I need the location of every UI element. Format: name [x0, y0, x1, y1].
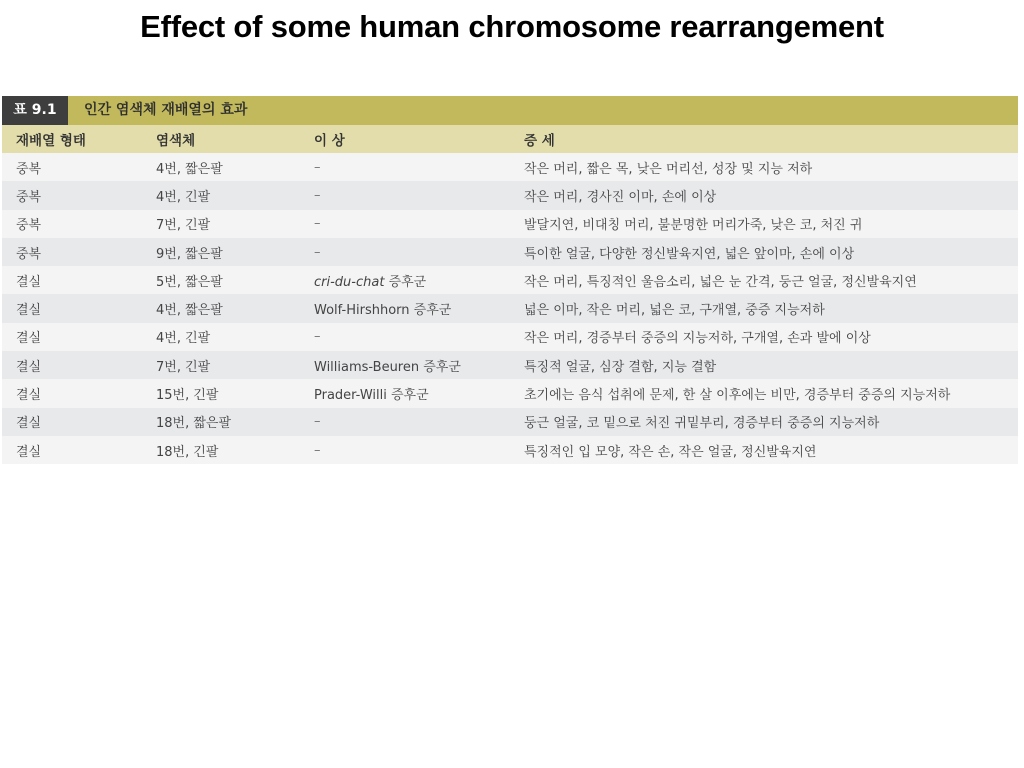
cell-rearrangement-type: 결실 — [16, 416, 42, 432]
cell-symptoms: 작은 머리, 특징적인 울음소리, 넓은 눈 간격, 둥근 얼굴, 정신발육지연 — [524, 274, 917, 290]
table-caption-bar — [2, 96, 1018, 125]
cell-symptoms: 초기에는 음식 섭취에 문제, 한 살 이후에는 비만, 경증부터 중증의 지능저하 — [524, 388, 951, 404]
cell-abnormality — [314, 216, 524, 231]
cell-rearrangement-type: 중복 — [16, 246, 42, 262]
table-row — [2, 153, 1018, 181]
cell-chromosome: 9번, 짧은팔 — [156, 246, 223, 262]
cell-chromosome: 7번, 긴팔 — [156, 218, 211, 234]
table-row — [2, 181, 1018, 209]
table-number-tag: 표 9.1 — [2, 96, 68, 125]
cell-chromosome: 15번, 긴팔 — [156, 388, 219, 404]
cell-symptoms: 넓은 이마, 작은 머리, 넓은 코, 구개열, 중증 지능저하 — [524, 303, 825, 319]
cell-chromosome: 4번, 긴팔 — [156, 331, 211, 347]
table-row — [2, 266, 1018, 294]
cell-abnormality — [314, 329, 524, 344]
cell-symptoms: 작은 머리, 경증부터 중증의 지능저하, 구개열, 손과 발에 이상 — [524, 331, 871, 347]
cell-rearrangement-type: 중복 — [16, 218, 42, 234]
slide-title: Effect of some human chromosome rearrangement — [140, 9, 884, 44]
abnormality-italic-text: cri-du-chat — [314, 274, 385, 290]
cell-abnormality — [314, 356, 524, 375]
abnormality-text: 증후군 — [384, 274, 427, 290]
abnormality-text: – — [314, 329, 321, 345]
abnormality-text: – — [314, 442, 321, 458]
cell-abnormality — [314, 414, 524, 429]
cell-symptoms: 발달지연, 비대칭 머리, 불분명한 머리가죽, 낮은 코, 처진 귀 — [524, 218, 863, 234]
cell-symptoms: 특징적 얼굴, 심장 결함, 지능 결함 — [524, 359, 717, 375]
cell-chromosome: 18번, 짧은팔 — [156, 416, 232, 432]
cell-rearrangement-type: 결실 — [16, 444, 42, 460]
cell-rearrangement-type: 결실 — [16, 303, 42, 319]
table-row — [2, 351, 1018, 379]
cell-abnormality — [314, 188, 524, 203]
cell-rearrangement-type: 중복 — [16, 161, 42, 177]
abnormality-text: Prader-Willi 증후군 — [314, 388, 429, 404]
table-caption: 인간 염색체 재배열의 효과 — [84, 102, 248, 118]
abnormality-text: – — [314, 187, 321, 203]
cell-rearrangement-type: 결실 — [16, 331, 42, 347]
table-row — [2, 323, 1018, 351]
cell-chromosome: 4번, 짧은팔 — [156, 161, 223, 177]
abnormality-text: – — [314, 216, 321, 232]
cell-abnormality — [314, 443, 524, 458]
header-chromosome: 염색체 — [156, 133, 196, 149]
header-rearrangement-type: 재배열 형태 — [16, 133, 86, 149]
cell-rearrangement-type: 중복 — [16, 189, 42, 205]
table-row — [2, 408, 1018, 436]
abnormality-text: Wolf-Hirshhorn 증후군 — [314, 303, 452, 319]
cell-abnormality — [314, 245, 524, 260]
cell-chromosome: 4번, 긴팔 — [156, 189, 211, 205]
table-body — [2, 153, 1018, 464]
cell-abnormality — [314, 160, 524, 175]
cell-chromosome: 5번, 짧은팔 — [156, 274, 223, 290]
rearrangement-table — [2, 96, 1018, 464]
cell-abnormality — [314, 384, 524, 403]
abnormality-text: – — [314, 414, 321, 430]
cell-symptoms: 특이한 얼굴, 다양한 정신발육지연, 넓은 앞이마, 손에 이상 — [524, 246, 855, 262]
abnormality-text: – — [314, 244, 321, 260]
abnormality-text: Williams-Beuren 증후군 — [314, 359, 461, 375]
cell-chromosome: 18번, 긴팔 — [156, 444, 219, 460]
cell-rearrangement-type: 결실 — [16, 388, 42, 404]
cell-symptoms: 작은 머리, 짧은 목, 낮은 머리선, 성장 및 지능 저하 — [524, 161, 813, 177]
cell-symptoms: 둥근 얼굴, 코 밑으로 처진 귀밑부리, 경증부터 중증의 지능저하 — [524, 416, 880, 432]
table-row — [2, 210, 1018, 238]
cell-rearrangement-type: 결실 — [16, 274, 42, 290]
table-row — [2, 294, 1018, 322]
cell-abnormality — [314, 271, 524, 290]
cell-chromosome: 7번, 긴팔 — [156, 359, 211, 375]
table-row — [2, 238, 1018, 266]
table-row — [2, 379, 1018, 407]
cell-rearrangement-type: 결실 — [16, 359, 42, 375]
cell-abnormality — [314, 299, 524, 318]
header-symptoms: 증 세 — [524, 133, 555, 149]
abnormality-text: – — [314, 159, 321, 175]
cell-chromosome: 4번, 짧은팔 — [156, 303, 223, 319]
cell-symptoms: 특징적인 입 모양, 작은 손, 작은 얼굴, 정신발육지연 — [524, 444, 817, 460]
table-header-row — [2, 125, 1018, 153]
table-row — [2, 436, 1018, 464]
cell-symptoms: 작은 머리, 경사진 이마, 손에 이상 — [524, 189, 717, 205]
header-abnormality: 이 상 — [314, 133, 345, 149]
